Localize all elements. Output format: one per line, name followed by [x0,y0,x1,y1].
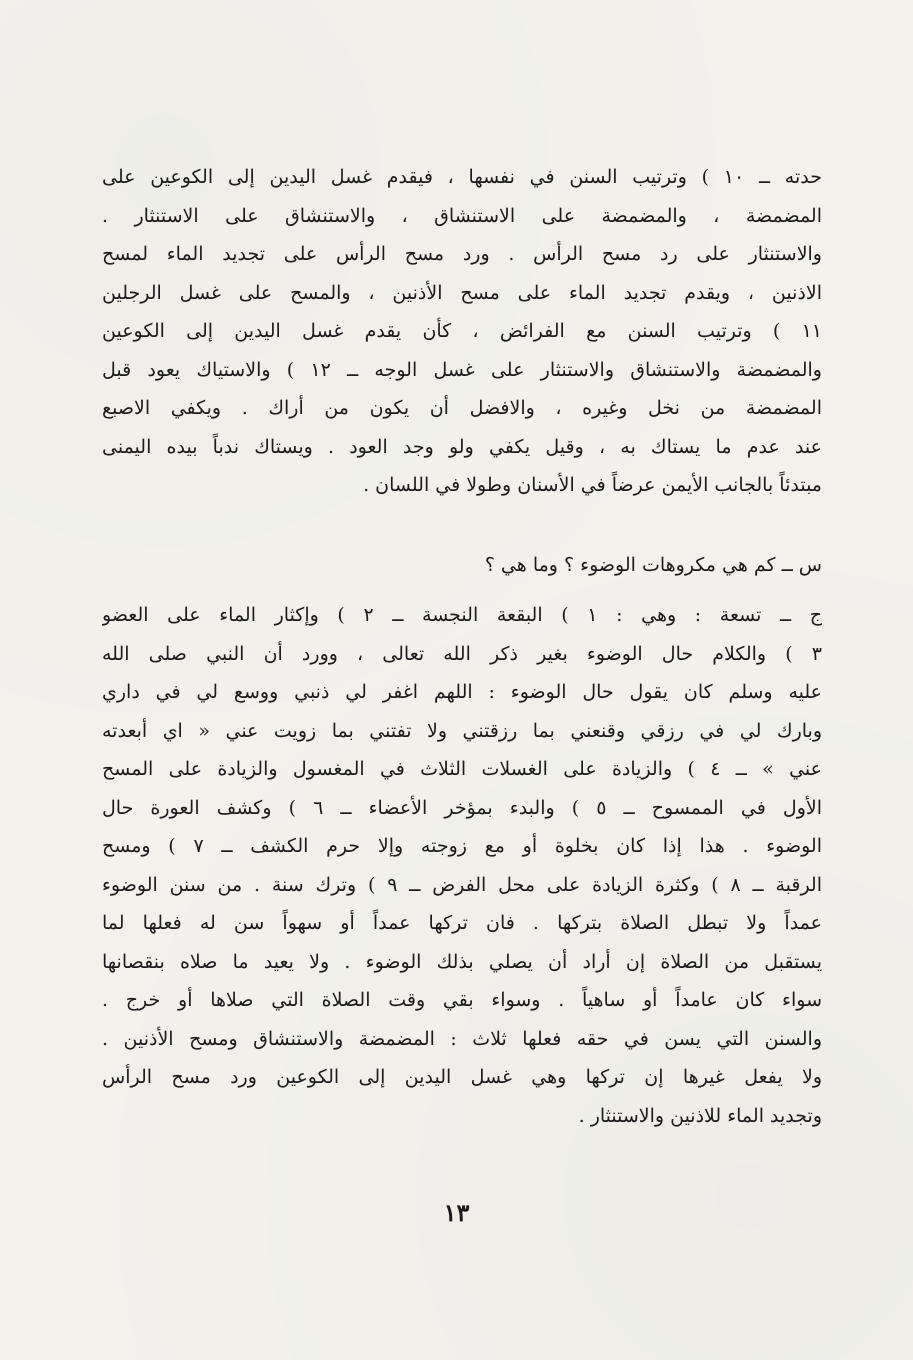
question-paragraph [102,546,822,585]
text-line: عليه وسلم كان يقول حال الوضوء : اللهم اغفر لي ذنبي ووسع لي في داري [102,681,822,703]
text-line: والمضمضة والاستنشاق والاستنثار على غسل الوجه ــ ١٢ ) والاستياك يعود قبل [102,358,822,381]
text-line: عند عدم ما يستاك به ، وقيل يكفي ولو وجد العود . ويستاك ندباً بيده اليمنى [102,435,822,458]
text-line: المضمضة ، والمضمضة على الاستنشاق ، والاستنشاق على الاستنثار . [102,204,822,227]
text-line: ج ــ تسعة : وهي : ١ ) البقعة النجسة ــ ٢ ) وإكثار الماء على العضو [102,604,822,626]
text-line: عمداً ولا تبطل الصلاة بتركها . فان تركها عمداً أو سهواً سن له فعلها لما [102,912,822,934]
text-line: حدته ــ ١٠ ) وترتيب السنن في نفسها ، فيقدم غسل اليدين إلى الكوعين على [102,166,822,188]
text-line: المضمضة من نخل وغيره ، والافضل أن يكون من أراك . ويكفي الاصبع [102,397,822,419]
text-line: يستقبل من الصلاة إن أراد أن يصلي بذلك الوضوء . ولا يعيد ما صلاه بنقصانها [102,950,822,973]
text-line: ١١ ) وترتيب السنن مع الفرائض ، كأن يقدم غسل اليدين إلى الكوعين [102,320,822,342]
text-line: عني » ــ ٤ ) والزيادة على الغسلات الثلاث في المغسول والزيادة على المسح [102,758,822,780]
text-line: الوضوء . هذا إذا كان بخلوة أو مع زوجته وإلا حرم الكشف ــ ٧ ) ومسح [102,835,822,857]
text-line: والسنن التي يسن في حقه فعلها ثلاث : المضمضة والاستنشاق ومسح الأذنين . [102,1027,822,1050]
text-line: سواء كان عامداً أو ساهياً . وسواء بقي وقت الصلاة التي صلاها أو خرج . [102,989,822,1011]
text-line: والاستنثار على رد مسح الرأس . ورد مسح الرأس على تجديد الماء لمسح [102,243,822,265]
text-line: ٣ ) والكلام حال الوضوء بغير ذكر الله تعالى ، وورد أن النبي صلى الله [102,642,822,665]
paragraph-sunan-order [102,158,822,505]
text-line: وبارك لي في رزقي وقنعني بما رزقتني ولا تفتني بما زويت عني « اي أبعدته [102,719,822,742]
page-number: ١٣ [443,1198,470,1227]
text-line: ولا يفعل غيرها إن تركها وهي غسل اليدين إلى الكوعين ورد مسح الرأس [102,1066,822,1088]
text-line: مبتدئاً بالجانب الأيمن عرضاً في الأسنان وطولا في اللسان . [363,474,822,496]
text-line: وتجديد الماء للاذنين والاستنثار . [578,1104,822,1127]
question-line: س ــ كم هي مكروهات الوضوء ؟ وما هي ؟ [484,554,822,576]
text-line: الأول في الممسوح ــ ٥ ) والبدء بمؤخر الأعضاء ــ ٦ ) وكشف العورة حال [102,796,822,819]
text-line: الرقبة ــ ٨ ) وكثرة الزيادة على محل الفرض ــ ٩ ) وترك سنة . من سنن الوضوء [102,873,822,896]
text-line: الاذنين ، ويقدم تجديد الماء على مسح الأذنين ، والمسح على غسل الرجلين [102,281,822,304]
answer-paragraph [102,596,822,1135]
